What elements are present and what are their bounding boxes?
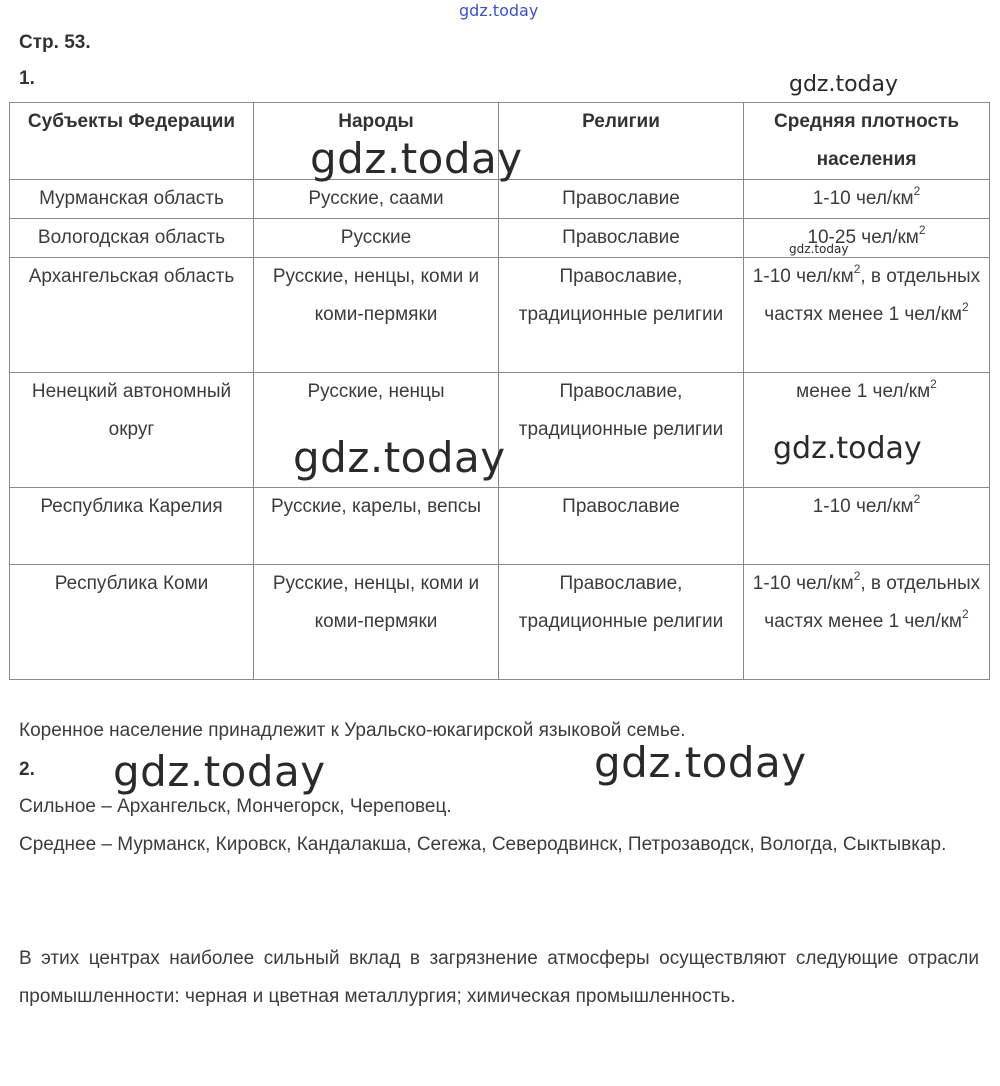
religion-cell: Православие bbox=[499, 219, 744, 258]
watermark: gdz.today bbox=[594, 738, 807, 787]
table-row bbox=[10, 258, 990, 373]
column-header-peoples: Народы bbox=[254, 103, 499, 180]
subject-cell: Архангельская область bbox=[10, 258, 254, 373]
peoples-cell: Русские, ненцы, коми и коми-пермяки bbox=[254, 565, 499, 680]
subject-cell: Республика Карелия bbox=[10, 488, 254, 565]
peoples-cell: Русские, саами bbox=[254, 180, 499, 219]
peoples-cell: Русские, карелы, вепсы bbox=[254, 488, 499, 565]
density-cell: 10-25 чел/$км^2$ bbox=[744, 219, 990, 258]
watermark: gdz.today bbox=[789, 242, 849, 256]
religion-cell: Православие bbox=[499, 180, 744, 219]
task-2-number: 2. bbox=[19, 759, 35, 780]
subject-cell: Ненецкий автономный округ bbox=[10, 373, 254, 488]
subject-cell: Республика Коми bbox=[10, 565, 254, 680]
religion-cell: Православие bbox=[499, 488, 744, 565]
density-cell: 1-10 чел/$км^2$ bbox=[744, 488, 990, 565]
watermark: gdz.today bbox=[773, 431, 922, 466]
watermark: gdz.today bbox=[293, 433, 506, 482]
watermark: gdz.today bbox=[459, 1, 539, 20]
peoples-cell: Русские, ненцы, коми и коми-пермяки bbox=[254, 258, 499, 373]
religion-cell: Православие, традиционные религии bbox=[499, 565, 744, 680]
strong-pollution-centers: Сильное – Архангельск, Мончегорск, Череповец. bbox=[19, 796, 452, 817]
page-reference: Стр. 53. bbox=[19, 32, 91, 53]
column-header-density: Средняя плотность населения bbox=[744, 103, 990, 180]
density-cell: 1-10 чел/$км^2$, в отдельных частях менее 1 чел/$км^2$ bbox=[744, 565, 990, 680]
column-header-religions: Религии bbox=[499, 103, 744, 180]
peoples-cell: Русские bbox=[254, 219, 499, 258]
federation-subjects-table bbox=[9, 102, 990, 680]
density-cell: 1-10 чел/$км^2$ bbox=[744, 180, 990, 219]
watermark: gdz.today bbox=[310, 134, 523, 183]
table-row bbox=[10, 180, 990, 219]
religion-cell: Православие, традиционные религии bbox=[499, 373, 744, 488]
subject-cell: Вологодская область bbox=[10, 219, 254, 258]
table-row bbox=[10, 488, 990, 565]
subject-cell: Мурманская область bbox=[10, 180, 254, 219]
density-cell: менее 1 чел/$км^2$ bbox=[744, 373, 990, 488]
medium-pollution-centers: Среднее – Мурманск, Кировск, Кандалакша, Сегежа, Северодвинск, Петрозаводск, Вологда, Сыктывкар. bbox=[19, 834, 947, 855]
table-row bbox=[10, 565, 990, 680]
peoples-cell: Русские, ненцы bbox=[254, 373, 499, 488]
density-cell: 1-10 чел/$км^2$, в отдельных частях менее 1 чел/$км^2$ bbox=[744, 258, 990, 373]
indigenous-population-note: Коренное население принадлежит к Уральско-юкагирской языковой семье. bbox=[19, 720, 686, 741]
column-header-subjects: Субъекты Федерации bbox=[10, 103, 254, 180]
industry-conclusion: В этих центрах наиболее сильный вклад в загрязнение атмосферы осуществляют следующие отрасли промышленности: черная и цветная металлургия; химическая промышленность. bbox=[19, 948, 979, 1007]
watermark: gdz.today bbox=[789, 72, 899, 97]
task-1-number: 1. bbox=[19, 68, 35, 89]
religion-cell: Православие, традиционные религии bbox=[499, 258, 744, 373]
watermark: gdz.today bbox=[113, 747, 326, 796]
